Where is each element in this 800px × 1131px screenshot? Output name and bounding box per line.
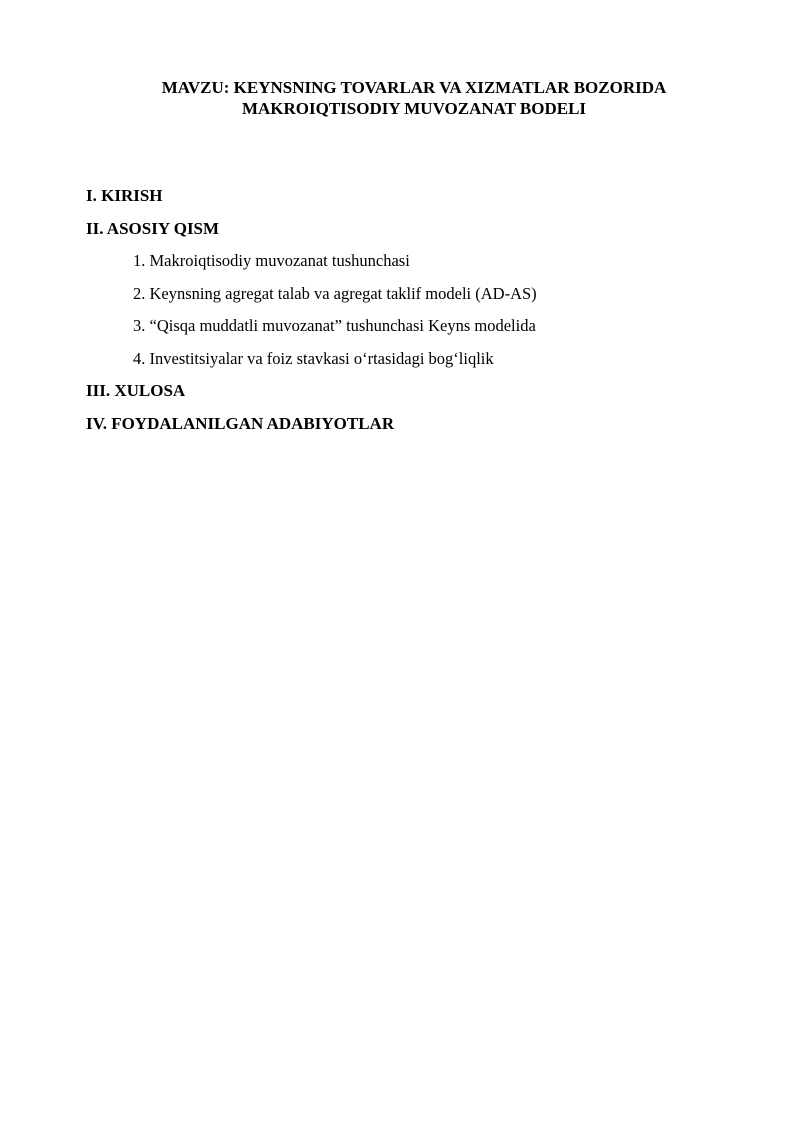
document-title <box>0 77 800 119</box>
section-references: IV. FOYDALANILGAN ADABIYOTLAR <box>86 413 395 433</box>
section-main: II. ASOSIY QISM <box>86 218 220 238</box>
main-item-4: 4. Investitsiyalar va foiz stavkasi o‘rtasidagi bog‘liqlik <box>133 348 494 368</box>
main-item-2: 2. Keynsning agregat talab va agregat taklif modeli (AD-AS) <box>133 283 537 303</box>
section-intro: I. KIRISH <box>86 186 163 205</box>
title-line-1: MAVZU: KEYNSNING TOVARLAR VA XIZMATLAR BOZORIDA <box>161 78 667 97</box>
section-conclusion: III. XULOSA <box>86 381 186 400</box>
main-item-3: 3. “Qisqa muddatli muvozanat” tushunchasi Keyns modelida <box>133 316 536 335</box>
main-item-1: 1. Makroiqtisodiy muvozanat tushunchasi <box>133 251 410 270</box>
title-line-2: MAKROIQTISODIY MUVOZANAT BODELI <box>241 99 587 118</box>
table-of-contents <box>86 185 766 445</box>
